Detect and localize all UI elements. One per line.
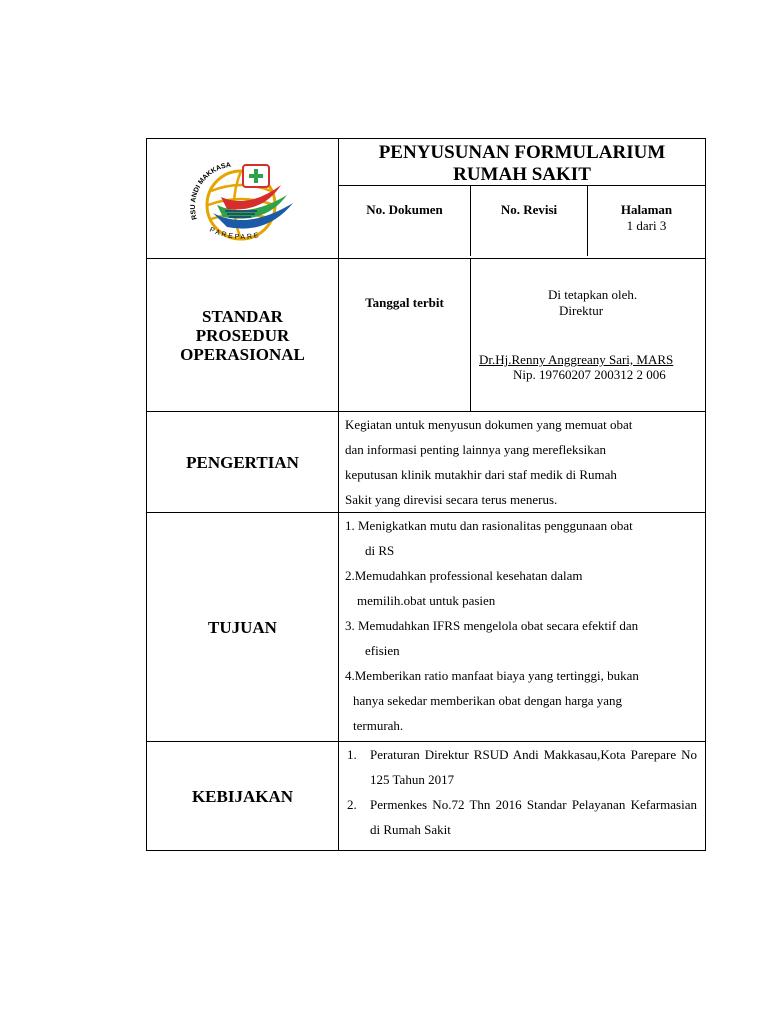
kebijakan-list <box>339 742 705 850</box>
kebijakan-item-text: Permenkes No.72 Thn 2016 Standar Pelayanan Kefarmasian di Rumah Sakit <box>370 797 697 837</box>
issue-row <box>339 259 705 411</box>
logo-top-text: RSU ANDI MAKKASA <box>189 161 232 221</box>
halaman-cell <box>588 186 705 256</box>
kebijakan-label: KEBIJAKAN <box>191 786 294 806</box>
tujuan-line: efisien <box>365 643 400 658</box>
no-revisi-label: No. Revisi <box>471 186 588 256</box>
tujuan-text <box>339 513 705 738</box>
sop-label-line3: OPERASIONAL <box>180 344 305 364</box>
sop-label-line2: PROSEDUR <box>195 325 290 345</box>
kebijakan-content <box>339 742 706 851</box>
approval-block <box>471 259 705 411</box>
tujuan-content <box>339 513 706 742</box>
kebijakan-item-text: Peraturan Direktur RSUD Andi Makkasau,Kota Parepare No 125 Tahun 2017 <box>370 747 697 787</box>
kebijakan-item <box>347 792 697 842</box>
director-name: Dr.Hj.Renny Anggreany Sari, MARS <box>479 352 674 367</box>
tujuan-line: 2.Memudahkan professional kesehatan dalam <box>345 568 583 583</box>
hospital-logo <box>147 139 339 253</box>
no-dokumen-label: No. Dokumen <box>339 186 471 256</box>
tujuan-line: 3. Memudahkan IFRS mengelola obat secara efektif dan <box>345 618 639 633</box>
pengertian-line: Sakit yang direvisi secara terus menerus. <box>345 492 558 507</box>
pengertian-label-cell <box>147 412 339 513</box>
tujuan-line: memilih.obat untuk pasien <box>357 593 496 608</box>
logo-bottom-text: PAREPARE <box>208 226 262 242</box>
director-nip: Nip. 19760207 200312 2 006 <box>513 367 666 382</box>
kebijakan-item <box>347 742 697 792</box>
ditetapkan-text: Di tetapkan oleh. <box>548 287 638 302</box>
tujuan-line: 4.Memberikan ratio manfaat biaya yang tertinggi, bukan <box>345 668 639 683</box>
sop-label-line1: STANDAR <box>202 306 283 326</box>
pengertian-line: dan informasi penting lainnya yang merefleksikan <box>345 442 607 457</box>
kebijakan-item-number: 2. <box>347 797 357 812</box>
tujuan-label-cell <box>147 513 339 742</box>
halaman-label: Halaman <box>620 202 673 217</box>
issue-cell <box>339 259 706 412</box>
meta-row <box>339 185 705 256</box>
sop-label <box>147 307 338 364</box>
jabatan-text: Direktur <box>559 303 604 318</box>
tujuan-line: termurah. <box>353 718 404 733</box>
kebijakan-label-cell <box>147 742 339 851</box>
document-title <box>339 139 705 185</box>
tujuan-label: TUJUAN <box>208 617 277 637</box>
pengertian-content <box>339 412 706 513</box>
sop-label-cell <box>147 259 339 412</box>
pengertian-text <box>339 412 705 512</box>
pengertian-label: PENGERTIAN <box>186 452 299 472</box>
halaman-value: 1 dari 3 <box>626 218 667 233</box>
tujuan-line: 1. Menigkatkan mutu dan rasionalitas penggunaan obat <box>345 518 633 533</box>
kebijakan-item-number: 1. <box>347 747 357 762</box>
title-line1: PENYUSUNAN FORMULARIUM <box>378 142 666 163</box>
title-line2: RUMAH SAKIT <box>453 164 591 185</box>
tujuan-line: di RS <box>365 543 395 558</box>
tujuan-line: hanya sekedar memberikan obat dengan harga yang <box>353 693 623 708</box>
pengertian-line: keputusan klinik mutakhir dari staf medik di Rumah <box>345 467 617 482</box>
pengertian-line: Kegiatan untuk menyusun dokumen yang memuat obat <box>345 417 633 432</box>
header-cell <box>339 139 706 259</box>
tanggal-terbit-label: Tanggal terbit <box>339 259 471 411</box>
sop-table <box>146 138 706 851</box>
logo-cell <box>147 139 339 259</box>
